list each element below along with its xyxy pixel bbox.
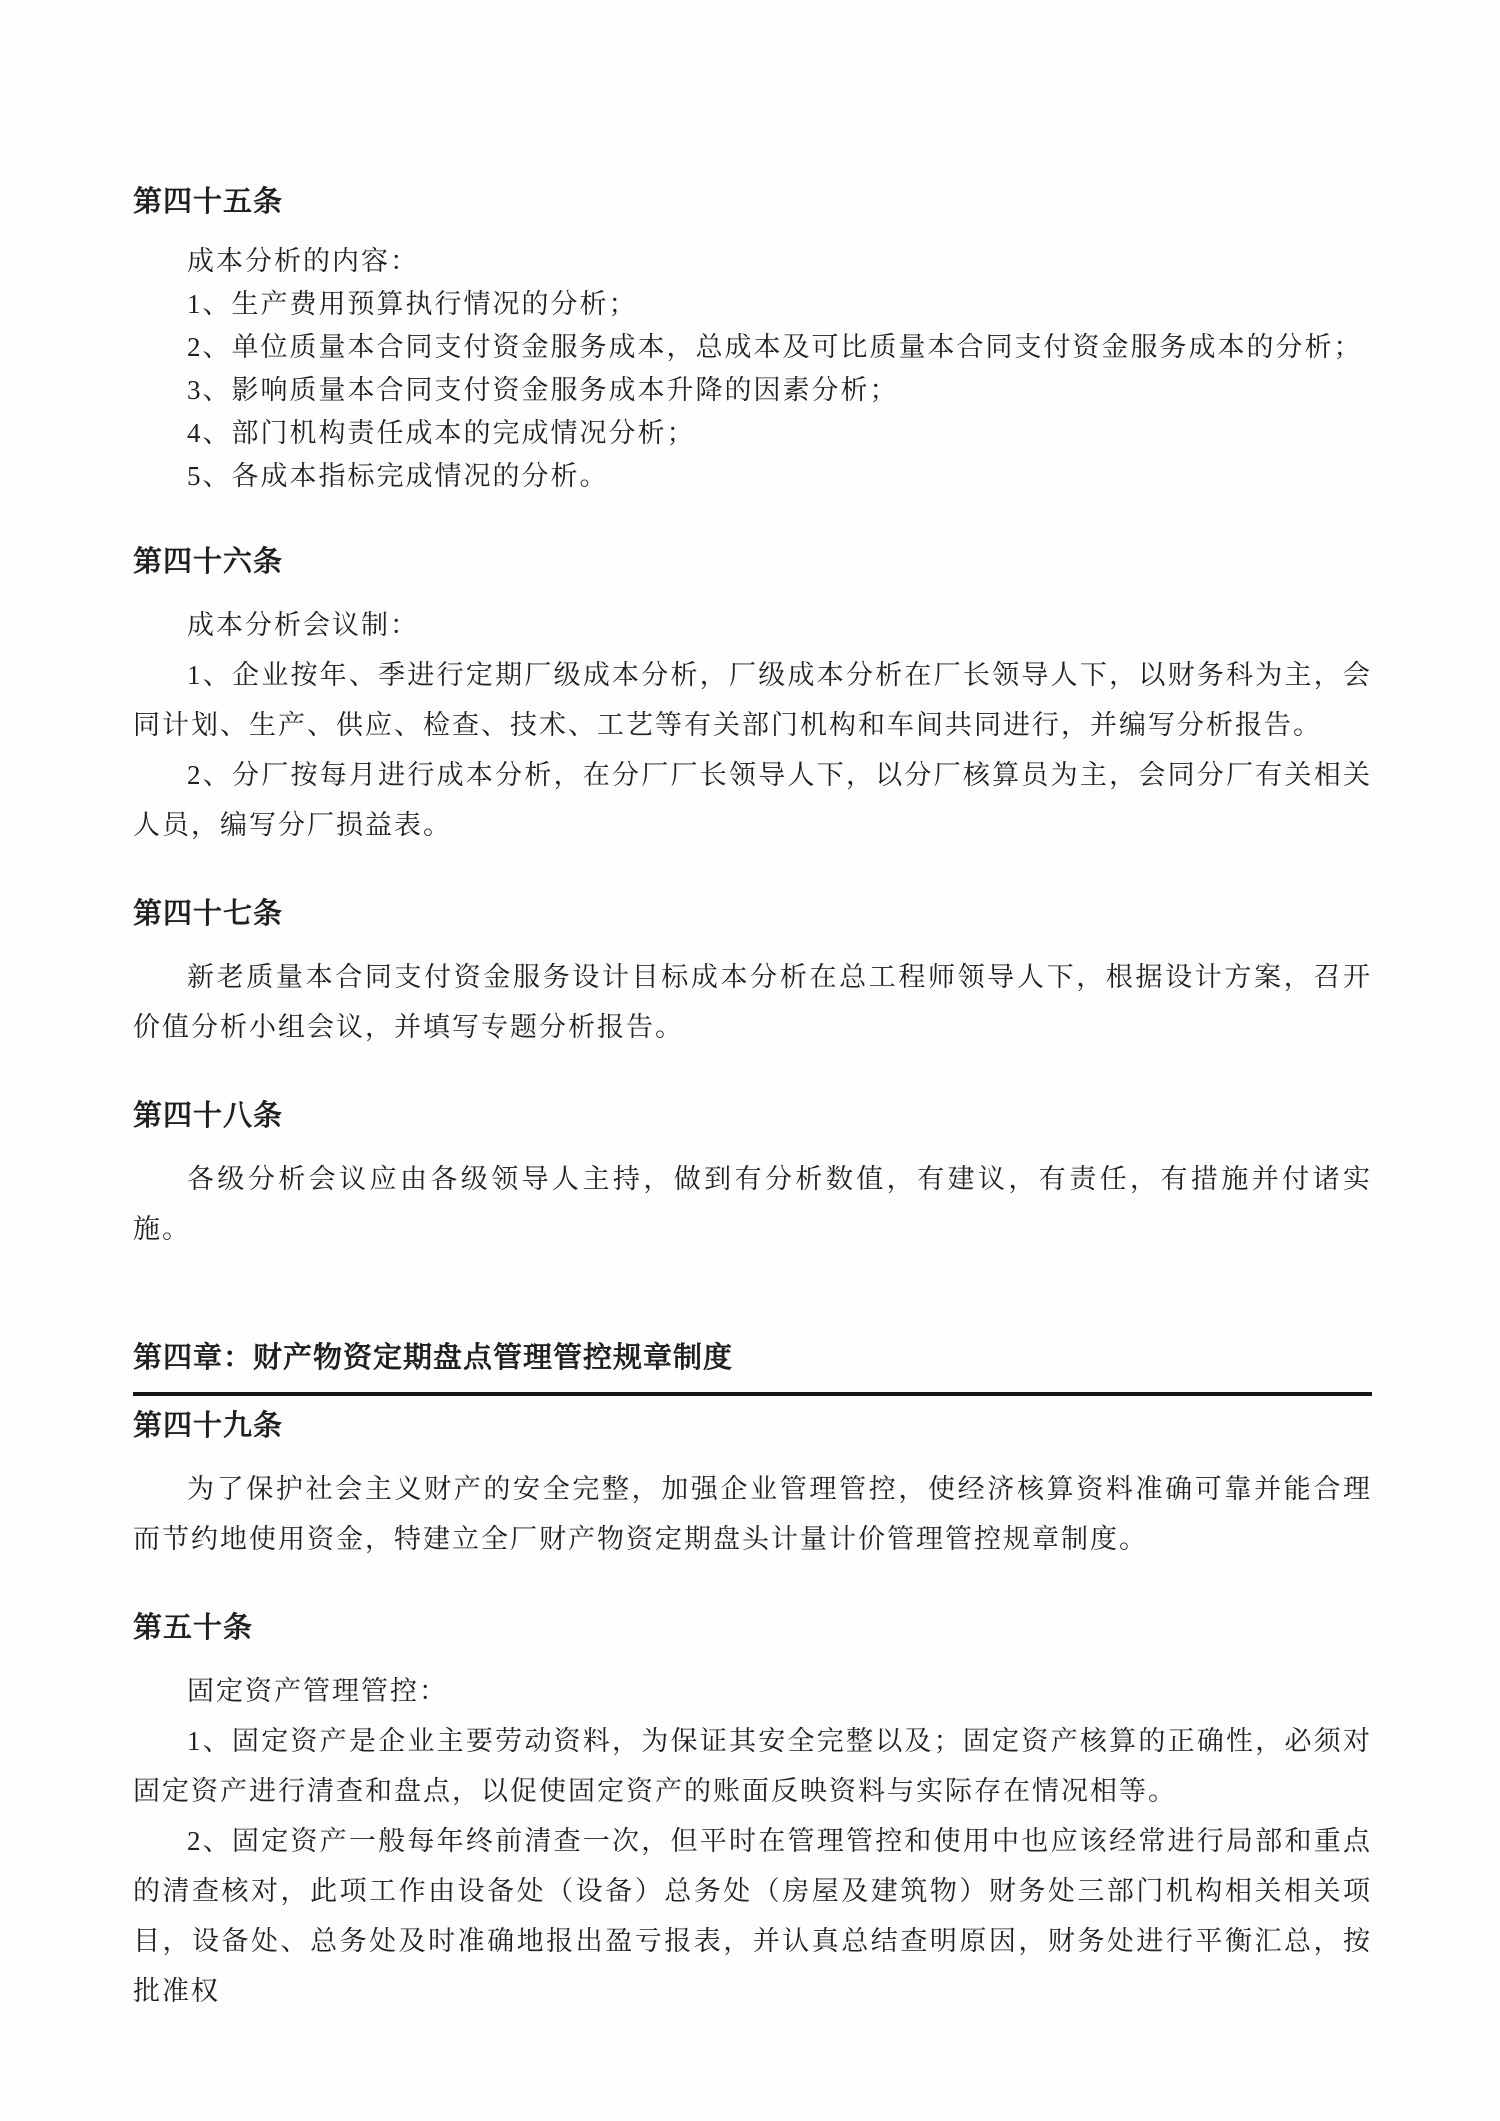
article-heading: 第四十五条 xyxy=(133,186,284,218)
paragraph: 成本分析会议制： xyxy=(187,610,419,640)
list-item: 1、生产费用预算执行情况的分析； xyxy=(187,289,638,319)
paragraph: 各级分析会议应由各级领导人主持，做到有分析数值，有建议，有责任，有措施并付诸实施。 xyxy=(133,1164,1372,1244)
paragraph: 2、固定资产一般每年终前清查一次，但平时在管理管控和使用中也应该经常进行局部和重点的清查核对，此项工作由设备处（设备）总务处（房屋及建筑物）财务处三部门机构相关相关项目，设备处、总务处及时准确地报出盈亏报表，并认真总结查明原因，财务处进行平衡汇总，按批准权 xyxy=(133,1826,1372,2006)
article-heading: 第四十九条 xyxy=(133,1410,284,1442)
chapter-heading: 第四章：财产物资定期盘点管理管控规章制度 xyxy=(133,1342,734,1374)
list-item: 2、单位质量本合同支付资金服务成本，总成本及可比质量本合同支付资金服务成本的分析； xyxy=(187,332,1363,362)
paragraph: 1、企业按年、季进行定期厂级成本分析，厂级成本分析在厂长领导人下，以财务科为主，会同计划、生产、供应、检查、技术、工艺等有关部门机构和车间共同进行，并编写分析报告。 xyxy=(133,660,1372,740)
article-heading: 第四十八条 xyxy=(133,1100,284,1132)
paragraph: 固定资产管理管控： xyxy=(187,1676,448,1706)
article-heading: 第四十六条 xyxy=(133,546,284,578)
article-heading: 第五十条 xyxy=(133,1612,254,1644)
section-divider xyxy=(133,1392,1372,1396)
list-item: 5、各成本指标完成情况的分析。 xyxy=(187,461,609,491)
article-heading: 第四十七条 xyxy=(133,898,284,930)
paragraph: 2、分厂按每月进行成本分析，在分厂厂长领导人下，以分厂核算员为主，会同分厂有关相关人员，编写分厂损益表。 xyxy=(133,760,1372,840)
paragraph: 1、固定资产是企业主要劳动资料，为保证其安全完整以及；固定资产核算的正确性，必须对固定资产进行清查和盘点，以促使固定资产的账面反映资料与实际存在情况相等。 xyxy=(133,1726,1372,1806)
paragraph: 新老质量本合同支付资金服务设计目标成本分析在总工程师领导人下，根据设计方案，召开价值分析小组会议，并填写专题分析报告。 xyxy=(133,962,1372,1042)
paragraph: 成本分析的内容： xyxy=(187,246,419,276)
list-item: 4、部门机构责任成本的完成情况分析； xyxy=(187,418,696,448)
list-item: 3、影响质量本合同支付资金服务成本升降的因素分析； xyxy=(187,375,899,405)
paragraph: 为了保护社会主义财产的安全完整，加强企业管理管控，使经济核算资料准确可靠并能合理而节约地使用资金，特建立全厂财产物资定期盘头计量计价管理管控规章制度。 xyxy=(133,1474,1372,1554)
